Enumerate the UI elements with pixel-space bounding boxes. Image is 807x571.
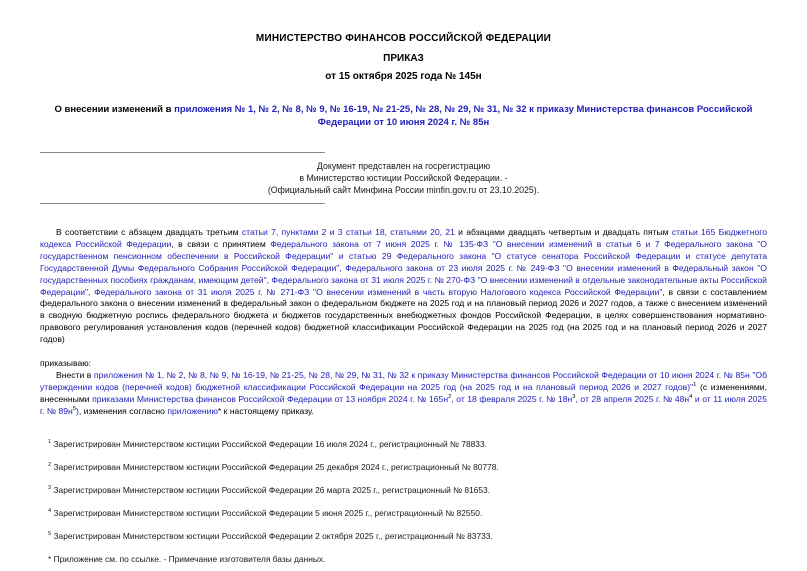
footnote-text: Приложение см. по ссылке. - Примечание изготовителя базы данных.	[51, 553, 326, 564]
divider-bottom	[40, 203, 325, 204]
document-link[interactable]: , от 28 апреля 2025 г. № 48н	[575, 393, 690, 404]
footnote-text: Зарегистрирован Министерством юстиции Российской Федерации 26 марта 2025 г., регистрационный № 81653.	[51, 484, 491, 495]
divider-top	[40, 152, 325, 153]
preamble-paragraph	[40, 227, 767, 346]
footnote-reference: 5	[72, 405, 77, 412]
footnote-4	[48, 508, 767, 519]
footnotes-section	[40, 439, 767, 565]
document-link[interactable]: )	[76, 405, 79, 416]
document-link[interactable]: статьи 165 Бюджетного кодекса Российской Федерации	[40, 227, 767, 249]
text-run: к настоящему приказу.	[221, 405, 314, 416]
footnote-reference: 3	[572, 393, 576, 400]
doc-date-number: от 15 октября 2025 года № 145н	[325, 71, 482, 82]
registration-note-line: в Министерство юстиции Российской Федерации. -	[299, 173, 508, 183]
document-link[interactable]: приказами Министерства финансов Российской Федерации от 13 ноября 2024 г. № 165н	[92, 393, 449, 404]
footnote-reference: 2	[448, 393, 452, 400]
document-link[interactable]: приложения № 1, № 2, № 8, № 9, № 16-19, № 21-25, № 28, № 29, № 31, № 32 к приказу Министерства финансов Российской Федерации от 10 июня 2024 г. № 85н "Об утверждении кодов (перечней кодов) бюджетной классификации Российской Федерации на 2025 год (на 2025 год и на плановый период 2026 и 2027 годов)"	[40, 369, 767, 392]
doc-type-heading: ПРИКАЗ	[383, 53, 424, 64]
footnote-text: Зарегистрирован Министерством юстиции Российской Федерации 16 июля 2024 г., регистрационный № 78833.	[51, 438, 487, 449]
footnote-text: Зарегистрирован Министерством юстиции Российской Федерации 5 июня 2025 г., регистрационный № 82550.	[51, 507, 483, 518]
order-paragraph	[40, 370, 767, 418]
footnote-reference: 1	[693, 382, 697, 389]
ministry-title: МИНИСТЕРСТВО ФИНАНСОВ РОССИЙСКОЙ ФЕДЕРАЦИИ	[255, 33, 552, 44]
footnote-marker: 1	[48, 438, 52, 445]
footnote-2	[48, 462, 767, 473]
text-run: , в связи с составлением федерального закона о внесении изменений в федеральный закон о федеральном бюджете на 2025 год и на плановый период 2026 и 2027 годов, а также с внесением изменений в сводную бюджетную роспись федерального бюджета и бюджетов государственных внебюджетных фондов Российской Федерации, в целях совершенствования нормативно-правового регулирования установления кодов (перечней кодов) бюджетной классификации Российской Федерации на 2025 год (на 2025 год и на плановый период 2026 и 2027 годов)	[40, 286, 767, 345]
footnote-marker: *	[48, 553, 52, 564]
text-run: О внесении изменений в	[54, 104, 175, 115]
document-link[interactable]: приложения № 1, № 2, № 8, № 9, № 16-19, № 21-25, № 28, № 29, № 31, № 32 к приказу Министерства финансов Российской Федерации от 10 июня 2024 г. № 85н	[174, 104, 753, 128]
footnote-3	[48, 485, 767, 496]
footnote-1	[48, 439, 767, 450]
footnote-reference: 4	[689, 393, 693, 400]
text-run: Внести в	[56, 369, 94, 380]
document-link[interactable]: , от 18 февраля 2025 г. № 18н	[451, 393, 573, 404]
subject-line	[40, 103, 767, 129]
footnote-5	[48, 531, 767, 542]
text-run: , изменения согласно	[78, 405, 168, 416]
footnote-text: Зарегистрирован Министерством юстиции Российской Федерации 2 октября 2025 г., регистрационный № 83733.	[51, 530, 493, 541]
footnote-marker: 5	[48, 530, 52, 537]
footnote-asterisk	[48, 554, 767, 565]
text-run: В соответствии с абзацем двадцать третьим	[56, 227, 242, 237]
registration-note-line: Документ представлен на госрегистрацию	[316, 161, 491, 171]
text-run: и абзацами двадцать четвертым и двадцать пятым	[454, 227, 672, 237]
footnote-marker: 4	[48, 507, 52, 514]
text-run: (с изменениями, внесенными	[40, 381, 767, 404]
registration-note	[40, 160, 767, 196]
footnote-text: Зарегистрирован Министерством юстиции Российской Федерации 25 декабря 2024 г., регистрационный № 80778.	[51, 461, 499, 472]
document-link[interactable]: Федерального закона от 7 июня 2025 г. № 135-ФЗ "О внесении изменений в статьи 6 и 7 Федерального закона "О государственном пенсионном обеспечении в Российской Федерации" и статью 29 Федерального закона "О статусе сенатора Российской Федерации и статусе депутата Государственной Думы Федерального Собрания Российской Федерации", Федерального закона от 23 июля 2025 г. № 249-ФЗ "О внесении изменений в Федеральный закон "О государственных пособиях гражданам, имеющим детей", Федерального закона от 31 июля 2025 г. № 270-ФЗ "О внесении изменений в отдельные законодательные акты Российской Федерации", Федерального закона от 31 июля 2025 г. № 271-ФЗ "О внесении изменений в часть вторую Налогового кодекса Российской Федерации"	[40, 238, 767, 297]
footnote-marker: 3	[48, 484, 52, 491]
text-run: , в связи с принятием	[171, 238, 271, 249]
text-run: *	[217, 405, 222, 416]
order-word: приказываю:	[40, 358, 92, 369]
document-link[interactable]: приложению	[167, 405, 218, 416]
document-link[interactable]: и от 11 июля 2025 г. № 89н	[40, 393, 767, 416]
registration-note-line: (Официальный сайт Минфина России minfin.gov.ru от 23.10.2025).	[267, 185, 540, 195]
footnote-marker: 2	[48, 461, 52, 468]
document-link[interactable]: статьи 7, пунктами 2 и 3 статьи 18, статьями 20, 21	[241, 227, 455, 237]
